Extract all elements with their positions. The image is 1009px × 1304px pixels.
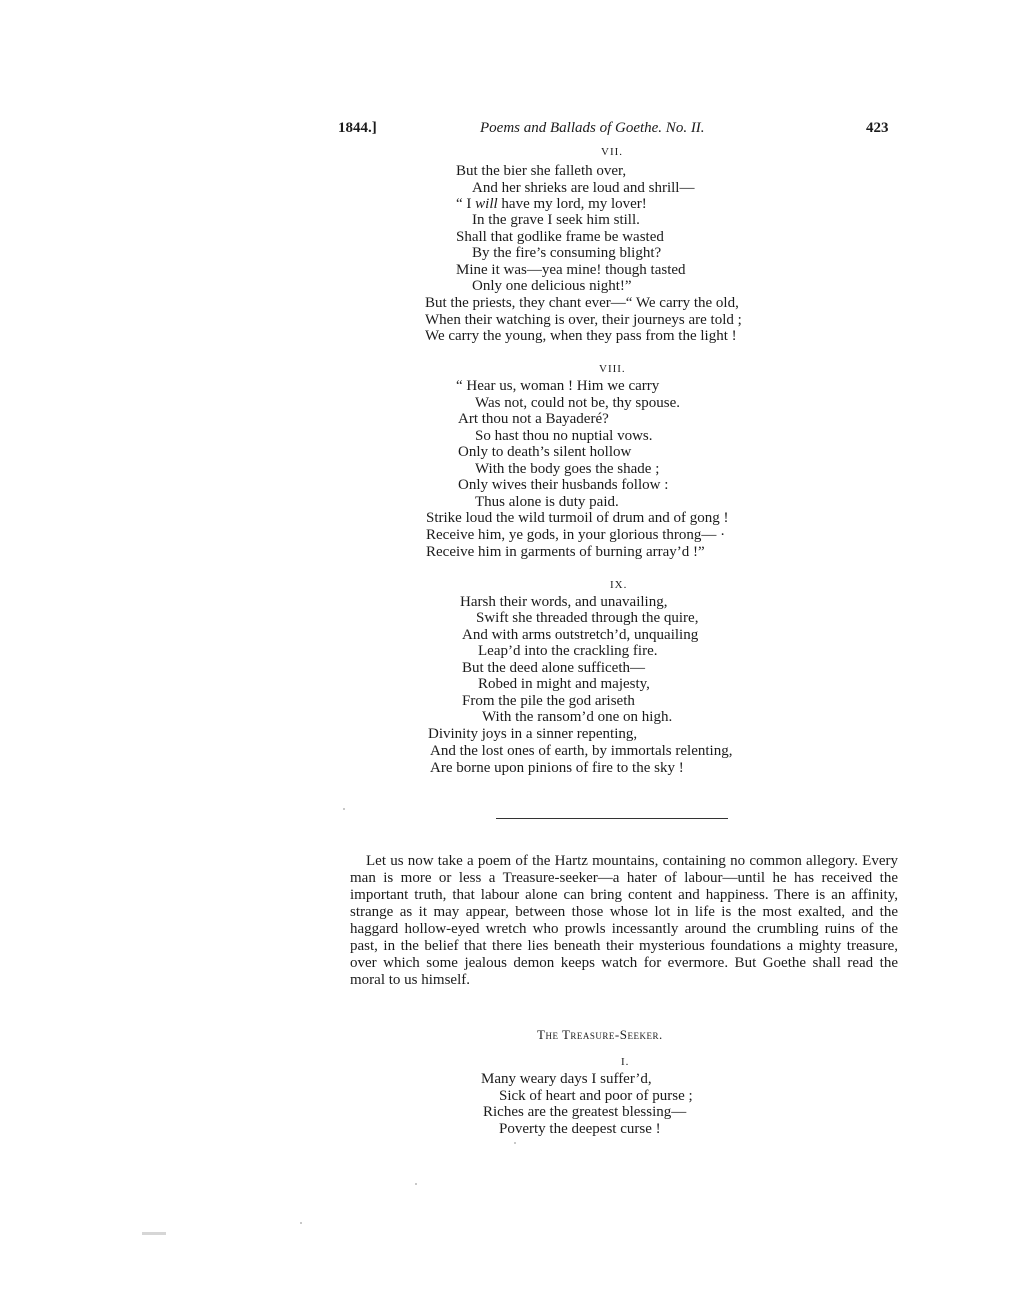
header-year: 1844.] [338, 120, 377, 136]
page-number: 423 [866, 120, 889, 136]
verse-line: “ Hear us, woman ! Him we carry [456, 378, 660, 394]
verse-line: Art thou not a Bayaderé? [458, 411, 609, 427]
verse-line: In the grave I seek him still. [472, 212, 640, 228]
stanza-numeral: IX. [610, 579, 628, 591]
verse-line: “ I will have my lord, my lover! [456, 196, 647, 212]
verse-line: Was not, could not be, thy spouse. [475, 395, 681, 411]
verse-line: Are borne upon pinions of fire to the sky ! [430, 760, 684, 776]
verse-line: Mine it was—yea mine! though tasted [456, 262, 686, 278]
scan-speck [343, 808, 345, 810]
verse-line: Poverty the deepest curse ! [499, 1121, 661, 1137]
stanza-numeral: VIII. [599, 363, 626, 375]
verse-line: Sick of heart and poor of purse ; [499, 1088, 693, 1104]
verse-line: So hast thou no nuptial vows. [475, 428, 653, 444]
verse-line: Receive him in garments of burning array’d !” [426, 544, 705, 560]
scan-speck [300, 1222, 302, 1224]
scan-speck [415, 1183, 417, 1185]
verse-line: Receive him, ye gods, in your glorious throng— · [426, 527, 726, 543]
verse-line: Only to death’s silent hollow [458, 444, 632, 460]
verse-line: Riches are the greatest blessing— [483, 1104, 687, 1120]
stanza-numeral: VII. [601, 146, 624, 158]
verse-line: Only wives their husbands follow : [458, 477, 669, 493]
verse-line: Thus alone is duty paid. [475, 494, 619, 510]
verse-line: With the body goes the shade ; [475, 461, 660, 477]
verse-line: And the lost ones of earth, by immortals relenting, [430, 743, 733, 759]
header-title: Poems and Ballads of Goethe. No. II. [480, 120, 705, 136]
verse-line: Harsh their words, and unavailing, [460, 594, 668, 610]
poem-title: The Treasure-Seeker. [537, 1027, 663, 1042]
verse-line: We carry the young, when they pass from the light ! [425, 328, 737, 344]
section-divider [496, 818, 728, 819]
prose-paragraph [350, 853, 898, 989]
verse-line: Divinity joys in a sinner repenting, [428, 726, 638, 742]
scan-speck [142, 1232, 166, 1235]
verse-line: With the ransom’d one on high. [482, 709, 673, 725]
verse-line: But the bier she falleth over, [456, 163, 627, 179]
verse-line: From the pile the god ariseth [462, 693, 635, 709]
verse-line: Leap’d into the crackling fire. [478, 643, 658, 659]
verse-line: And with arms outstretch’d, unquailing [462, 627, 699, 643]
verse-line: Shall that godlike frame be wasted [456, 229, 664, 245]
verse-line: Strike loud the wild turmoil of drum and of gong ! [426, 510, 729, 526]
verse-line: When their watching is over, their journeys are told ; [425, 312, 742, 328]
verse-line: But the deed alone sufficeth— [462, 660, 646, 676]
prose-text: Let us now take a poem of the Hartz mountains, containing no common allegory. Every man is more or less a Treasure-seeker—a hater of labour—until he has received the important truth, that labour alone can bring content and happiness. There is an affinity, strange as it may appear, between those whose lot in life is the most exalted, and the haggard hollow-eyed wretch who prowls incessantly around the crumbling ruins of the past, in the belief that there lies beneath their mysterious foundations a mighty treasure, over which some jealous demon keeps watch for evermore. But Goethe shall read the moral to us himself. [350, 853, 898, 988]
verse-line: Only one delicious night!” [472, 278, 632, 294]
verse-line: Swift she threaded through the quire, [476, 610, 699, 626]
verse-line: Many weary days I suffer’d, [481, 1071, 652, 1087]
verse-line: And her shrieks are loud and shrill— [472, 180, 695, 196]
verse-line: By the fire’s consuming blight? [472, 245, 662, 261]
scan-speck [514, 1142, 516, 1144]
stanza-numeral: I. [621, 1056, 630, 1068]
verse-line: Robed in might and majesty, [478, 676, 650, 692]
verse-line: But the priests, they chant ever—“ We carry the old, [425, 295, 739, 311]
